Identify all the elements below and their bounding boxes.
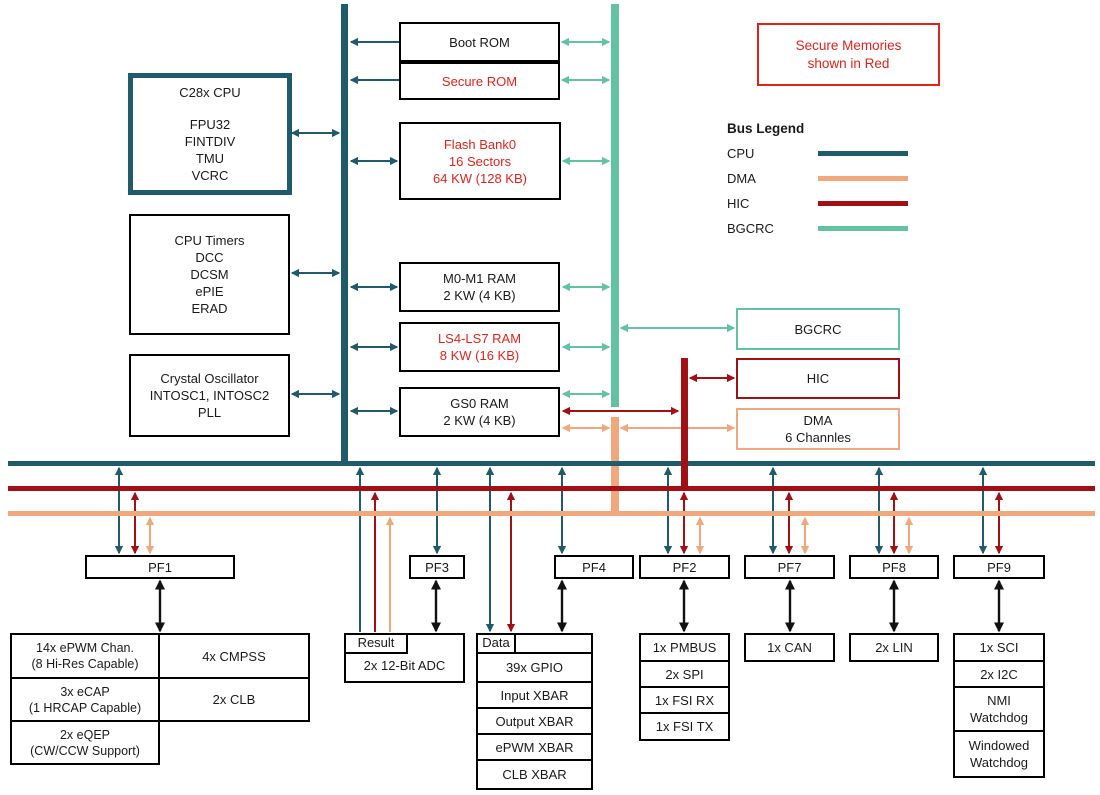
c28x-cpu-label-4: TMU xyxy=(195,151,225,166)
c28x-cpu-label-0: C28x CPU xyxy=(179,85,241,100)
m0-m1-ram-label-0: M0-M1 RAM xyxy=(443,271,516,286)
gs0-ram-box xyxy=(399,387,560,437)
nmi-wd-label-1: Watchdog xyxy=(969,710,1029,725)
gs0-ram-label-1: 2 KW (4 KB) xyxy=(443,413,516,428)
pf4-label-0: PF4 xyxy=(582,559,606,575)
pf7-box xyxy=(744,555,835,579)
secure-rom-label-0: Secure ROM xyxy=(441,73,518,89)
output-xbar-box xyxy=(476,707,593,735)
can-box xyxy=(744,633,835,662)
eqep-label-1: (CW/CCW Support) xyxy=(30,743,140,758)
data-tab-label-0: Data xyxy=(482,635,510,650)
pf9-label-0: PF9 xyxy=(987,559,1011,575)
m0-m1-ram-box xyxy=(399,262,560,312)
win-wd-label-1: Watchdog xyxy=(969,755,1029,770)
crystal-osc-label-2: PLL xyxy=(197,405,222,420)
i2c-label-0: 2x I2C xyxy=(980,666,1018,682)
cmpss-box xyxy=(158,633,310,679)
ls4-ls7-ram-box xyxy=(399,322,560,372)
clb-xbar-box xyxy=(476,759,593,790)
dma-box-label-0: DMA xyxy=(803,413,833,428)
bgcrc-box-label-0: BGCRC xyxy=(794,321,842,337)
eqep-box xyxy=(10,720,160,765)
sci-box xyxy=(953,633,1045,662)
sci-label-0: 1x SCI xyxy=(979,640,1019,655)
cpu-timers-label-0: CPU Timers xyxy=(174,233,245,248)
bus-legend-label-hic: HIC xyxy=(727,196,750,211)
cpu-timers-label-1: DCC xyxy=(195,250,224,265)
epwm-label-0: 14x ePWM Chan. xyxy=(36,641,134,655)
epwm-label-1: (8 Hi-Res Capable) xyxy=(31,657,139,671)
c28x-cpu-label-5: VCRC xyxy=(191,168,229,183)
lin-label-0: 2x LIN xyxy=(875,640,913,655)
clb-label-0: 2x CLB xyxy=(212,692,256,707)
fsi-tx-box xyxy=(639,712,730,741)
cpu-timers-label-4: ERAD xyxy=(191,301,228,316)
secure-rom-box xyxy=(399,62,560,100)
epwm-box xyxy=(10,633,160,679)
clb-xbar-label-0: CLB XBAR xyxy=(502,767,567,782)
bgcrc-box-box xyxy=(736,308,900,350)
flash-bank0-box xyxy=(399,122,561,200)
crystal-osc-box xyxy=(129,354,290,437)
secure-note-line2: shown in Red xyxy=(807,55,890,71)
cpu-timers-label-3: ePIE xyxy=(195,284,224,299)
fsi-rx-box xyxy=(639,686,730,714)
hic-box-label-0: HIC xyxy=(806,371,830,386)
ecap-label-1: (1 HRCAP Capable) xyxy=(28,700,142,715)
cpu-bus-horizontal xyxy=(8,461,1095,466)
pf3-label-0: PF3 xyxy=(425,559,449,575)
cpu-timers-box xyxy=(129,214,290,335)
pf2-label-0: PF2 xyxy=(672,559,697,575)
pf2-box xyxy=(639,555,730,579)
dma-bus-horizontal xyxy=(8,511,1095,516)
hic-bus-horizontal xyxy=(8,486,1095,491)
result-tab xyxy=(344,633,408,654)
bus-legend-title: Bus Legend xyxy=(727,121,805,136)
gpio-label-0: 39x GPIO xyxy=(505,660,564,675)
boot-rom-label-0: Boot ROM xyxy=(449,34,510,50)
pmbus-box xyxy=(639,633,730,662)
c28x-cpu-box xyxy=(128,73,292,195)
flash-bank0-label-2: 64 KW (128 KB) xyxy=(433,170,527,186)
crystal-osc-label-1: INTOSC1, INTOSC2 xyxy=(149,388,270,403)
crystal-osc-label-0: Crystal Oscillator xyxy=(160,371,259,386)
pf8-box xyxy=(849,555,939,579)
gpio-box xyxy=(476,652,593,683)
cpu-bus-vertical xyxy=(341,4,348,464)
bus-legend-label-dma: DMA xyxy=(727,171,756,186)
eqep-label-0: 2x eQEP xyxy=(59,727,111,742)
c28x-cpu-label-2: FPU32 xyxy=(189,117,231,132)
pf4-box xyxy=(554,555,634,579)
epwm-xbar-label-0: ePWM XBAR xyxy=(495,739,574,755)
dma-bus-vertical xyxy=(611,417,619,516)
dma-bus-swatch xyxy=(818,176,908,181)
hic-bus-vertical xyxy=(681,358,688,491)
pf3-box xyxy=(409,555,465,579)
epwm-xbar-box xyxy=(476,733,593,761)
hic-bus-swatch xyxy=(818,201,908,206)
secure-note-line1: Secure Memories xyxy=(795,37,902,53)
fsi-tx-label-0: 1x FSI TX xyxy=(655,719,714,734)
dma-box-label-1: 6 Channles xyxy=(785,430,851,445)
output-xbar-label-0: Output XBAR xyxy=(495,713,574,729)
cpu-bus-swatch xyxy=(818,151,908,156)
ls4-ls7-ram-label-1: 8 KW (16 KB) xyxy=(439,348,520,363)
pf8-label-0: PF8 xyxy=(882,559,906,575)
pf9-box xyxy=(953,555,1045,579)
m0-m1-ram-label-1: 2 KW (4 KB) xyxy=(443,288,516,303)
can-label-0: 1x CAN xyxy=(767,640,812,655)
input-xbar-label-0: Input XBAR xyxy=(500,687,569,703)
pf7-label-0: PF7 xyxy=(777,559,802,575)
secure-memories-note xyxy=(757,23,940,86)
lin-box xyxy=(849,633,939,662)
flash-bank0-label-1: 16 Sectors xyxy=(448,153,512,169)
bgcrc-bus-swatch xyxy=(818,226,908,231)
clb-box xyxy=(158,677,310,722)
ecap-label-0: 3x eCAP xyxy=(60,684,110,699)
input-xbar-box xyxy=(476,681,593,709)
pf1-box xyxy=(85,555,235,579)
nmi-wd-box xyxy=(953,686,1045,732)
pmbus-label-0: 1x PMBUS xyxy=(652,640,717,655)
nmi-wd-label-0: NMI xyxy=(987,693,1011,708)
ecap-box xyxy=(10,677,160,722)
adc-box xyxy=(346,650,463,681)
dma-box-box xyxy=(736,408,900,450)
pf1-label-0: PF1 xyxy=(148,559,172,575)
bus-legend-label-cpu: CPU xyxy=(727,146,755,161)
data-tab xyxy=(476,633,516,654)
c28x-cpu-label-3: FINTDIV xyxy=(184,134,236,149)
result-tab-label-0: Result xyxy=(357,635,395,650)
ls4-ls7-ram-label-0: LS4-LS7 RAM xyxy=(437,331,522,346)
bus-legend-label-bgcrc: BGCRC xyxy=(727,221,774,236)
i2c-box xyxy=(953,660,1045,688)
cpu-timers-label-2: DCSM xyxy=(190,267,229,282)
fsi-rx-label-0: 1x FSI RX xyxy=(654,692,715,708)
spi-box xyxy=(639,660,730,688)
spi-label-0: 2x SPI xyxy=(665,666,704,682)
adc-label-0: 2x 12-Bit ADC xyxy=(363,658,446,673)
hic-box-box xyxy=(736,358,900,399)
gs0-ram-label-0: GS0 RAM xyxy=(450,396,509,411)
boot-rom-box xyxy=(399,22,560,62)
win-wd-label-0: Windowed xyxy=(968,738,1030,753)
win-wd-box xyxy=(953,730,1045,778)
bgcrc-bus-vertical xyxy=(611,4,619,407)
flash-bank0-label-0: Flash Bank0 xyxy=(443,136,517,152)
cmpss-label-0: 4x CMPSS xyxy=(202,648,266,664)
